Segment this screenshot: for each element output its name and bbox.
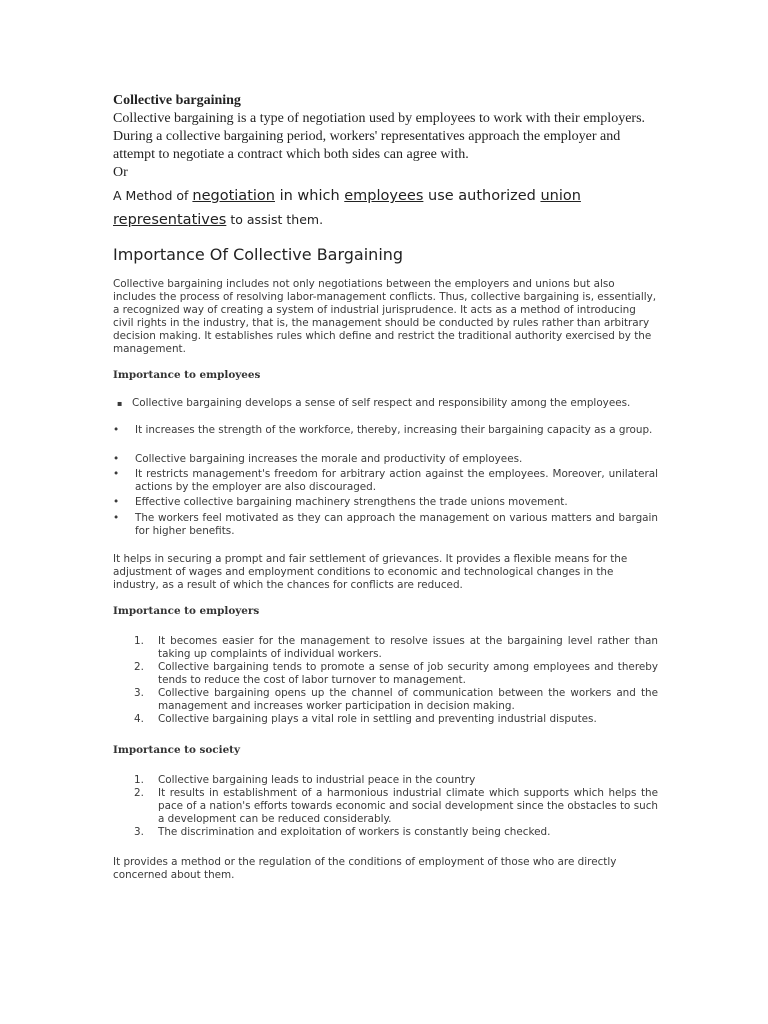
list-item (113, 687, 658, 713)
list-item (113, 635, 658, 661)
document-page (113, 92, 658, 882)
bullet-icon: • (113, 453, 120, 465)
list-number: 2. (134, 787, 144, 799)
list-item-text: Collective bargaining plays a vital role in settling and preventing industrial disputes. (158, 713, 597, 725)
bullet-icon: • (113, 496, 120, 508)
list-item (113, 774, 658, 787)
def-text-2: in which (274, 188, 345, 204)
list-item-text: It increases the strength of the workforce, thereby, increasing their bargaining capacity as a group. (135, 424, 653, 436)
bullet-icon: • (113, 512, 120, 524)
list-item-text: Collective bargaining develops a sense of self respect and responsibility among the employees. (132, 397, 631, 409)
list-item-text: Collective bargaining increases the morale and productivity of employees. (135, 453, 523, 465)
list-item-text: The discrimination and exploitation of workers is constantly being checked. (158, 826, 551, 838)
bullet-icon: ▪ (117, 399, 123, 408)
society-heading: Importance to society (113, 744, 241, 756)
list-number: 4. (134, 713, 144, 725)
definition-paragraph (113, 184, 658, 232)
society-numbered-list (113, 774, 658, 839)
employees-bullet-list-3 (113, 453, 658, 538)
list-item (113, 661, 658, 687)
intro-paragraph: Collective bargaining is a type of negotiation used by employees to work with their employers. During a collective bargaining period, workers' representatives approach the employer and attempt to negotiate a contract which both sides can agree with. (113, 111, 646, 162)
list-item (113, 468, 658, 494)
list-item (113, 787, 658, 826)
employees-bullet-list-2 (113, 424, 658, 437)
list-item-text: It results in establishment of a harmonious industrial climate which supports which helps the pace of a nation's efforts towards economic and social development since the obstacles to such a development can be reduced considerably. (158, 787, 658, 825)
list-item (113, 512, 658, 538)
list-item-text: Collective bargaining tends to promote a sense of job security among employees and thereby tends to reduce the cost of labor turnover to management. (158, 661, 658, 686)
list-item (113, 496, 658, 509)
closing-paragraph: It provides a method or the regulation of the conditions of employment of those who are directly concerned about them. (113, 856, 617, 881)
list-item-text: Collective bargaining opens up the channel of communication between the workers and the management and increases worker participation in decision making. (158, 687, 658, 712)
bullet-icon: • (113, 424, 120, 436)
list-item-text: The workers feel motivated as they can approach the management on various matters and bargain for higher benefits. (135, 512, 658, 537)
list-item-text: It becomes easier for the management to resolve issues at the bargaining level rather than taking up complaints of individual workers. (158, 635, 658, 660)
list-number: 1. (134, 635, 144, 647)
section-title: Importance Of Collective Bargaining (113, 245, 404, 264)
list-item-text: Effective collective bargaining machinery strengthens the trade unions movement. (135, 496, 568, 508)
link-employees[interactable]: employees (344, 188, 424, 204)
employees-closing-paragraph: It helps in securing a prompt and fair settlement of grievances. It provides a flexible means for the adjustment of wages and employment conditions to economic and technological changes in the industry, as a result of which the chances for conflicts are reduced. (113, 553, 628, 591)
bullet-icon: • (113, 468, 120, 480)
section-paragraph: Collective bargaining includes not only negotiations between the employers and unions but also includes the process of resolving labor-management conflicts. Thus, collective bargaining is, essentially, a recognized way of creating a system of industrial jurisprudence. It acts as a method of introducing civil rights in the industry, that is, the management should be conducted by rules rather than arbitrary decision making. It establishes rules which define and restrict the traditional authority exercised by the management. (113, 278, 657, 355)
list-number: 3. (134, 826, 144, 838)
list-item (113, 424, 658, 437)
list-number: 1. (134, 774, 144, 786)
def-text-4: to assist them. (226, 212, 324, 227)
employees-heading: Importance to employees (113, 369, 261, 381)
link-union-representatives[interactable]: union representatives (113, 188, 581, 228)
employees-bullet-list-1 (113, 397, 658, 410)
or-line: Or (113, 165, 128, 180)
def-text-3: use authorized (423, 188, 541, 204)
list-item (113, 826, 658, 839)
list-number: 3. (134, 687, 144, 699)
list-item (113, 713, 658, 726)
employers-heading: Importance to employers (113, 605, 260, 617)
list-number: 2. (134, 661, 144, 673)
list-item (113, 453, 658, 466)
employers-numbered-list (113, 635, 658, 726)
def-text-1: A Method of (113, 188, 193, 203)
collective-bargaining-heading: Collective bargaining (113, 93, 241, 108)
list-item-text: Collective bargaining leads to industrial peace in the country (158, 774, 476, 786)
list-item (113, 397, 658, 410)
link-negotiation[interactable]: negotiation (192, 188, 275, 204)
list-item-text: It restricts management's freedom for arbitrary action against the employees. Moreover, unilateral actions by the employer are also discouraged. (135, 468, 658, 493)
